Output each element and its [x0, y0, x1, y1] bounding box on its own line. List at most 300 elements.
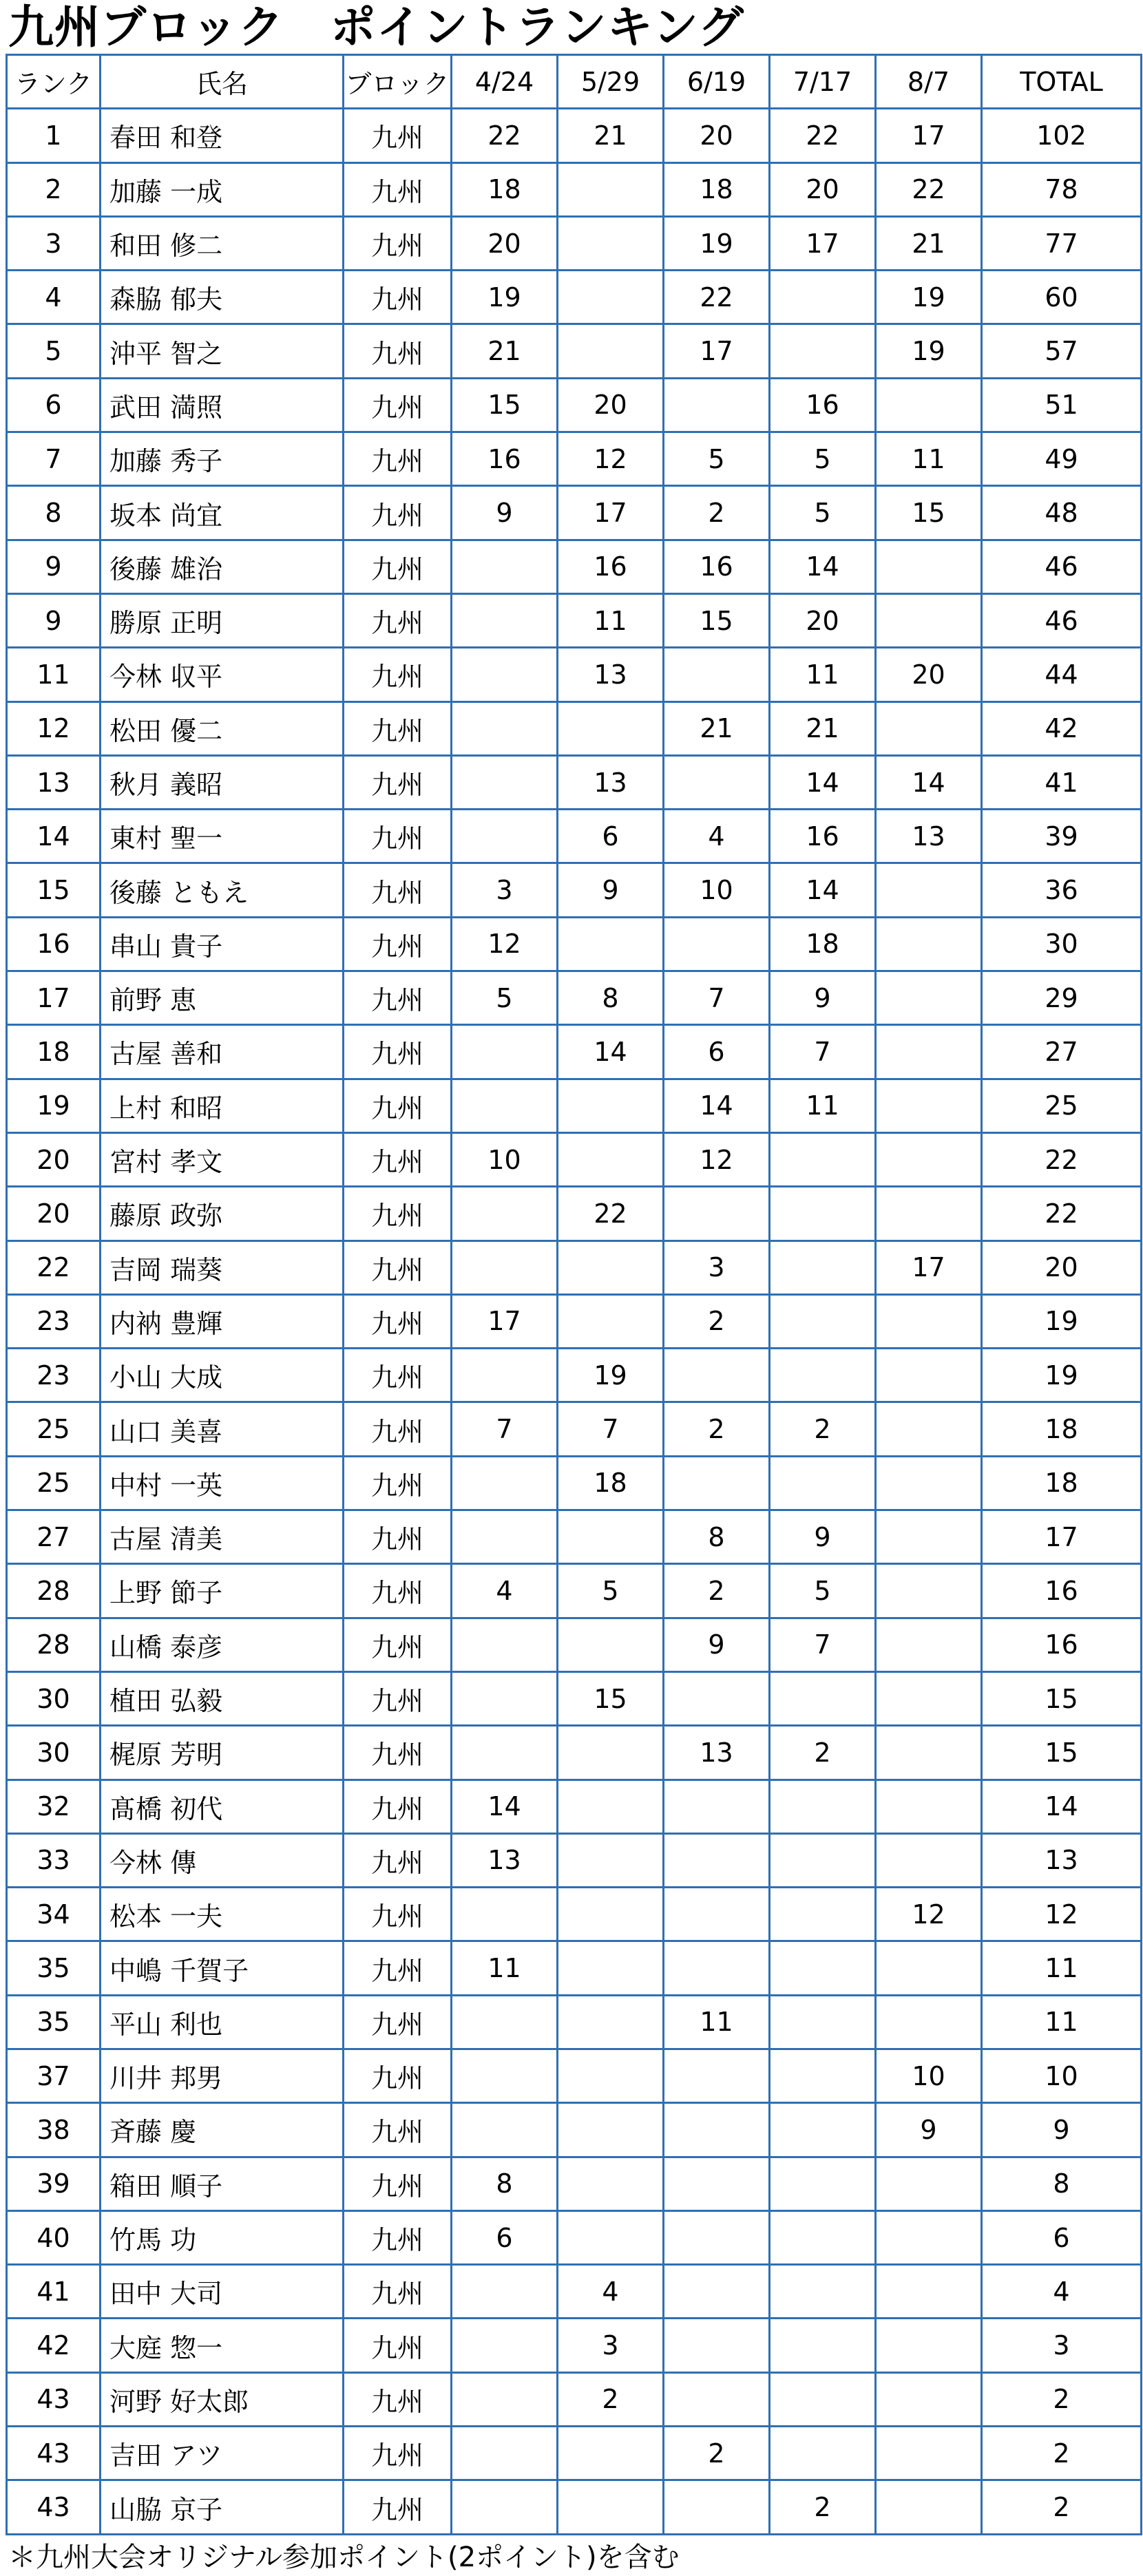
- rank-cell: 41: [7, 2265, 101, 2319]
- rank-cell: 34: [7, 1888, 101, 1941]
- name-cell: 東村 聖一: [101, 810, 344, 863]
- header-0529: 5/29: [558, 55, 664, 109]
- header-0807: 8/7: [876, 55, 982, 109]
- score-0529-cell: 22: [558, 1187, 664, 1241]
- table-row: [7, 917, 1142, 971]
- score-0717-cell: [770, 2372, 876, 2426]
- score-0529-cell: [558, 271, 664, 324]
- score-0424-cell: [452, 1187, 558, 1241]
- block-cell: 九州: [344, 1671, 452, 1725]
- total-cell: 51: [982, 378, 1142, 432]
- score-0717-cell: 2: [770, 1726, 876, 1780]
- table-row: [7, 2480, 1142, 2534]
- score-0717-cell: [770, 2265, 876, 2319]
- rank-cell: 1: [7, 109, 101, 162]
- name-cell: 後藤 ともえ: [101, 863, 344, 917]
- score-0807-cell: [876, 2372, 982, 2426]
- score-0619-cell: [664, 2157, 770, 2210]
- score-0529-cell: 17: [558, 486, 664, 540]
- rank-cell: 2: [7, 162, 101, 216]
- score-0619-cell: [664, 2372, 770, 2426]
- rank-cell: 30: [7, 1671, 101, 1725]
- score-0529-cell: [558, 2049, 664, 2102]
- table-row: [7, 2427, 1142, 2480]
- score-0807-cell: 9: [876, 2103, 982, 2157]
- rank-cell: 43: [7, 2372, 101, 2426]
- score-0717-cell: 17: [770, 216, 876, 270]
- score-0529-cell: [558, 1995, 664, 2049]
- score-0807-cell: [876, 2319, 982, 2372]
- total-cell: 25: [982, 1079, 1142, 1132]
- score-0529-cell: [558, 917, 664, 971]
- score-0619-cell: 2: [664, 1294, 770, 1348]
- score-0424-cell: 10: [452, 1132, 558, 1186]
- name-cell: 吉田 アツ: [101, 2427, 344, 2480]
- table-row: [7, 271, 1142, 324]
- table-row: [7, 648, 1142, 701]
- score-0424-cell: 4: [452, 1564, 558, 1618]
- score-0717-cell: [770, 324, 876, 378]
- score-0424-cell: 9: [452, 486, 558, 540]
- score-0807-cell: [876, 2265, 982, 2319]
- score-0807-cell: [876, 701, 982, 755]
- score-0529-cell: [558, 1833, 664, 1887]
- table-row: [7, 593, 1142, 647]
- total-cell: 17: [982, 1510, 1142, 1564]
- table-row: [7, 1241, 1142, 1294]
- name-cell: 田中 大司: [101, 2265, 344, 2319]
- score-0717-cell: 2: [770, 2480, 876, 2534]
- total-cell: 44: [982, 648, 1142, 701]
- block-cell: 九州: [344, 2049, 452, 2102]
- table-row: [7, 432, 1142, 486]
- name-cell: 秋月 義昭: [101, 755, 344, 809]
- score-0619-cell: [664, 2210, 770, 2264]
- score-0807-cell: [876, 378, 982, 432]
- rank-cell: 18: [7, 1025, 101, 1079]
- score-0424-cell: 3: [452, 863, 558, 917]
- total-cell: 60: [982, 271, 1142, 324]
- block-cell: 九州: [344, 810, 452, 863]
- score-0619-cell: 2: [664, 2427, 770, 2480]
- score-0529-cell: [558, 1510, 664, 1564]
- block-cell: 九州: [344, 1241, 452, 1294]
- score-0424-cell: [452, 1349, 558, 1402]
- name-cell: 加藤 一成: [101, 162, 344, 216]
- score-0717-cell: 11: [770, 1079, 876, 1132]
- block-cell: 九州: [344, 1187, 452, 1241]
- score-0424-cell: 12: [452, 917, 558, 971]
- score-0807-cell: [876, 1402, 982, 1456]
- score-0619-cell: 12: [664, 1132, 770, 1186]
- score-0424-cell: [452, 2319, 558, 2372]
- name-cell: 宮村 孝文: [101, 1132, 344, 1186]
- rank-cell: 17: [7, 971, 101, 1025]
- score-0619-cell: 9: [664, 1618, 770, 1671]
- name-cell: 内衲 豊輝: [101, 1294, 344, 1348]
- table-row: [7, 2319, 1142, 2372]
- rank-cell: 30: [7, 1726, 101, 1780]
- score-0619-cell: [664, 2319, 770, 2372]
- name-cell: 沖平 智之: [101, 324, 344, 378]
- table-row: [7, 2265, 1142, 2319]
- score-0424-cell: 15: [452, 378, 558, 432]
- name-cell: 前野 恵: [101, 971, 344, 1025]
- block-cell: 九州: [344, 1132, 452, 1186]
- total-cell: 2: [982, 2372, 1142, 2426]
- score-0424-cell: [452, 810, 558, 863]
- name-cell: 上村 和昭: [101, 1079, 344, 1132]
- score-0717-cell: 16: [770, 378, 876, 432]
- block-cell: 九州: [344, 109, 452, 162]
- score-0619-cell: [664, 1780, 770, 1833]
- score-0424-cell: 19: [452, 271, 558, 324]
- score-0529-cell: [558, 1241, 664, 1294]
- score-0529-cell: [558, 1888, 664, 1941]
- block-cell: 九州: [344, 2319, 452, 2372]
- rank-cell: 15: [7, 863, 101, 917]
- rank-cell: 25: [7, 1456, 101, 1510]
- score-0619-cell: 22: [664, 271, 770, 324]
- score-0717-cell: 20: [770, 593, 876, 647]
- score-0529-cell: 7: [558, 1402, 664, 1456]
- name-cell: 加藤 秀子: [101, 432, 344, 486]
- score-0529-cell: 18: [558, 1456, 664, 1510]
- score-0807-cell: [876, 2427, 982, 2480]
- name-cell: 平山 利也: [101, 1995, 344, 2049]
- rank-cell: 12: [7, 701, 101, 755]
- score-0717-cell: [770, 1833, 876, 1887]
- rank-cell: 38: [7, 2103, 101, 2157]
- name-cell: 中嶋 千賀子: [101, 1941, 344, 1995]
- total-cell: 49: [982, 432, 1142, 486]
- block-cell: 九州: [344, 863, 452, 917]
- score-0424-cell: 16: [452, 432, 558, 486]
- score-0424-cell: [452, 1671, 558, 1725]
- score-0529-cell: 3: [558, 2319, 664, 2372]
- rank-cell: 9: [7, 540, 101, 593]
- name-cell: 河野 好太郎: [101, 2372, 344, 2426]
- score-0717-cell: 18: [770, 917, 876, 971]
- score-0807-cell: [876, 1349, 982, 1402]
- score-0807-cell: 11: [876, 432, 982, 486]
- score-0619-cell: 19: [664, 216, 770, 270]
- rank-cell: 35: [7, 1941, 101, 1995]
- score-0619-cell: 2: [664, 1402, 770, 1456]
- score-0717-cell: 5: [770, 1564, 876, 1618]
- score-0619-cell: [664, 2049, 770, 2102]
- score-0619-cell: 5: [664, 432, 770, 486]
- score-0717-cell: 5: [770, 486, 876, 540]
- score-0424-cell: [452, 1888, 558, 1941]
- block-cell: 九州: [344, 2372, 452, 2426]
- total-cell: 11: [982, 1995, 1142, 2049]
- score-0619-cell: [664, 2103, 770, 2157]
- score-0529-cell: [558, 216, 664, 270]
- block-cell: 九州: [344, 2265, 452, 2319]
- score-0424-cell: [452, 540, 558, 593]
- name-cell: 斉藤 慶: [101, 2103, 344, 2157]
- total-cell: 30: [982, 917, 1142, 971]
- score-0529-cell: [558, 2427, 664, 2480]
- header-total: TOTAL: [982, 55, 1142, 109]
- block-cell: 九州: [344, 648, 452, 701]
- ranking-table: [6, 54, 1142, 2535]
- score-0807-cell: [876, 2210, 982, 2264]
- table-row: [7, 216, 1142, 270]
- total-cell: 78: [982, 162, 1142, 216]
- name-cell: 竹馬 功: [101, 2210, 344, 2264]
- score-0717-cell: [770, 2049, 876, 2102]
- score-0424-cell: [452, 1510, 558, 1564]
- score-0807-cell: 12: [876, 1888, 982, 1941]
- rank-cell: 23: [7, 1349, 101, 1402]
- score-0807-cell: [876, 1618, 982, 1671]
- score-0529-cell: 6: [558, 810, 664, 863]
- score-0619-cell: [664, 1671, 770, 1725]
- total-cell: 15: [982, 1726, 1142, 1780]
- score-0619-cell: 18: [664, 162, 770, 216]
- total-cell: 4: [982, 2265, 1142, 2319]
- score-0529-cell: [558, 324, 664, 378]
- total-cell: 57: [982, 324, 1142, 378]
- score-0619-cell: 15: [664, 593, 770, 647]
- score-0717-cell: 20: [770, 162, 876, 216]
- score-0424-cell: 13: [452, 1833, 558, 1887]
- table-row: [7, 1941, 1142, 1995]
- score-0529-cell: 12: [558, 432, 664, 486]
- score-0619-cell: 4: [664, 810, 770, 863]
- block-cell: 九州: [344, 271, 452, 324]
- score-0529-cell: [558, 2103, 664, 2157]
- score-0619-cell: 7: [664, 971, 770, 1025]
- total-cell: 19: [982, 1294, 1142, 1348]
- score-0529-cell: 14: [558, 1025, 664, 1079]
- rank-cell: 6: [7, 378, 101, 432]
- total-cell: 41: [982, 755, 1142, 809]
- score-0807-cell: [876, 1456, 982, 1510]
- name-cell: 山脇 京子: [101, 2480, 344, 2534]
- score-0424-cell: 17: [452, 1294, 558, 1348]
- score-0529-cell: 13: [558, 755, 664, 809]
- block-cell: 九州: [344, 1941, 452, 1995]
- score-0807-cell: 14: [876, 755, 982, 809]
- table-row: [7, 1079, 1142, 1132]
- block-cell: 九州: [344, 2427, 452, 2480]
- score-0619-cell: [664, 1456, 770, 1510]
- score-0424-cell: [452, 648, 558, 701]
- name-cell: 上野 節子: [101, 1564, 344, 1618]
- score-0619-cell: [664, 1941, 770, 1995]
- table-row: [7, 324, 1142, 378]
- rank-cell: 33: [7, 1833, 101, 1887]
- block-cell: 九州: [344, 2480, 452, 2534]
- rank-cell: 32: [7, 1780, 101, 1833]
- score-0529-cell: 9: [558, 863, 664, 917]
- score-0529-cell: [558, 1726, 664, 1780]
- table-row: [7, 1726, 1142, 1780]
- block-cell: 九州: [344, 917, 452, 971]
- score-0807-cell: [876, 1833, 982, 1887]
- score-0717-cell: [770, 2319, 876, 2372]
- total-cell: 16: [982, 1564, 1142, 1618]
- block-cell: 九州: [344, 1726, 452, 1780]
- score-0424-cell: [452, 1025, 558, 1079]
- total-cell: 2: [982, 2427, 1142, 2480]
- block-cell: 九州: [344, 1995, 452, 2049]
- score-0619-cell: 16: [664, 540, 770, 593]
- score-0424-cell: [452, 701, 558, 755]
- total-cell: 11: [982, 1941, 1142, 1995]
- block-cell: 九州: [344, 378, 452, 432]
- name-cell: 古屋 清美: [101, 1510, 344, 1564]
- name-cell: 後藤 雄治: [101, 540, 344, 593]
- score-0807-cell: 15: [876, 486, 982, 540]
- block-cell: 九州: [344, 324, 452, 378]
- score-0619-cell: [664, 378, 770, 432]
- score-0619-cell: 3: [664, 1241, 770, 1294]
- total-cell: 46: [982, 540, 1142, 593]
- score-0807-cell: 19: [876, 324, 982, 378]
- score-0424-cell: 8: [452, 2157, 558, 2210]
- score-0807-cell: 22: [876, 162, 982, 216]
- rank-cell: 28: [7, 1618, 101, 1671]
- total-cell: 102: [982, 109, 1142, 162]
- score-0717-cell: 9: [770, 1510, 876, 1564]
- score-0529-cell: [558, 1780, 664, 1833]
- total-cell: 18: [982, 1402, 1142, 1456]
- table-row: [7, 2372, 1142, 2426]
- ranking-body: [7, 109, 1142, 2534]
- name-cell: 大庭 惣一: [101, 2319, 344, 2372]
- table-row: [7, 971, 1142, 1025]
- name-cell: 今林 収平: [101, 648, 344, 701]
- score-0619-cell: 21: [664, 701, 770, 755]
- table-row: [7, 540, 1142, 593]
- score-0717-cell: [770, 1888, 876, 1941]
- name-cell: 植田 弘毅: [101, 1671, 344, 1725]
- score-0717-cell: 7: [770, 1618, 876, 1671]
- score-0717-cell: [770, 1294, 876, 1348]
- rank-cell: 28: [7, 1564, 101, 1618]
- total-cell: 16: [982, 1618, 1142, 1671]
- header-0424: 4/24: [452, 55, 558, 109]
- block-cell: 九州: [344, 1349, 452, 1402]
- table-row: [7, 810, 1142, 863]
- total-cell: 46: [982, 593, 1142, 647]
- score-0807-cell: [876, 1995, 982, 2049]
- block-cell: 九州: [344, 1833, 452, 1887]
- score-0529-cell: 15: [558, 1671, 664, 1725]
- block-cell: 九州: [344, 1456, 452, 1510]
- score-0807-cell: [876, 1510, 982, 1564]
- block-cell: 九州: [344, 1079, 452, 1132]
- table-row: [7, 1780, 1142, 1833]
- name-cell: 武田 満照: [101, 378, 344, 432]
- table-row: [7, 701, 1142, 755]
- score-0529-cell: [558, 1941, 664, 1995]
- score-0424-cell: 22: [452, 109, 558, 162]
- table-header-row: [7, 55, 1142, 109]
- rank-cell: 4: [7, 271, 101, 324]
- score-0807-cell: 20: [876, 648, 982, 701]
- score-0529-cell: 20: [558, 378, 664, 432]
- total-cell: 42: [982, 701, 1142, 755]
- score-0717-cell: 2: [770, 1402, 876, 1456]
- rank-cell: 22: [7, 1241, 101, 1294]
- score-0529-cell: 21: [558, 109, 664, 162]
- score-0807-cell: [876, 1187, 982, 1241]
- total-cell: 48: [982, 486, 1142, 540]
- name-cell: 中村 一英: [101, 1456, 344, 1510]
- block-cell: 九州: [344, 1564, 452, 1618]
- total-cell: 29: [982, 971, 1142, 1025]
- score-0717-cell: [770, 1671, 876, 1725]
- name-cell: 春田 和登: [101, 109, 344, 162]
- score-0717-cell: [770, 1941, 876, 1995]
- score-0807-cell: [876, 1671, 982, 1725]
- rank-cell: 19: [7, 1079, 101, 1132]
- rank-cell: 3: [7, 216, 101, 270]
- score-0807-cell: [876, 1780, 982, 1833]
- block-cell: 九州: [344, 2103, 452, 2157]
- block-cell: 九州: [344, 755, 452, 809]
- block-cell: 九州: [344, 2210, 452, 2264]
- block-cell: 九州: [344, 486, 452, 540]
- rank-cell: 16: [7, 917, 101, 971]
- score-0424-cell: 6: [452, 2210, 558, 2264]
- rank-cell: 8: [7, 486, 101, 540]
- score-0529-cell: [558, 1294, 664, 1348]
- score-0717-cell: 14: [770, 540, 876, 593]
- rank-cell: 43: [7, 2427, 101, 2480]
- score-0807-cell: [876, 971, 982, 1025]
- table-row: [7, 1618, 1142, 1671]
- score-0529-cell: [558, 2480, 664, 2534]
- name-cell: 串山 貴子: [101, 917, 344, 971]
- score-0717-cell: 22: [770, 109, 876, 162]
- total-cell: 20: [982, 1241, 1142, 1294]
- score-0807-cell: [876, 1079, 982, 1132]
- score-0424-cell: [452, 2103, 558, 2157]
- score-0619-cell: [664, 2265, 770, 2319]
- rank-cell: 27: [7, 1510, 101, 1564]
- score-0717-cell: [770, 1241, 876, 1294]
- score-0717-cell: [770, 1349, 876, 1402]
- score-0424-cell: 7: [452, 1402, 558, 1456]
- score-0619-cell: 17: [664, 324, 770, 378]
- table-row: [7, 2210, 1142, 2264]
- table-row: [7, 1671, 1142, 1725]
- name-cell: 箱田 順子: [101, 2157, 344, 2210]
- score-0619-cell: [664, 1349, 770, 1402]
- score-0807-cell: [876, 2480, 982, 2534]
- total-cell: 2: [982, 2480, 1142, 2534]
- rank-cell: 42: [7, 2319, 101, 2372]
- table-row: [7, 1187, 1142, 1241]
- table-row: [7, 378, 1142, 432]
- block-cell: 九州: [344, 971, 452, 1025]
- block-cell: 九州: [344, 701, 452, 755]
- table-row: [7, 1025, 1142, 1079]
- total-cell: 15: [982, 1671, 1142, 1725]
- score-0529-cell: [558, 701, 664, 755]
- block-cell: 九州: [344, 1888, 452, 1941]
- score-0424-cell: 11: [452, 1941, 558, 1995]
- name-cell: 川井 邦男: [101, 2049, 344, 2102]
- score-0717-cell: [770, 2210, 876, 2264]
- score-0807-cell: 21: [876, 216, 982, 270]
